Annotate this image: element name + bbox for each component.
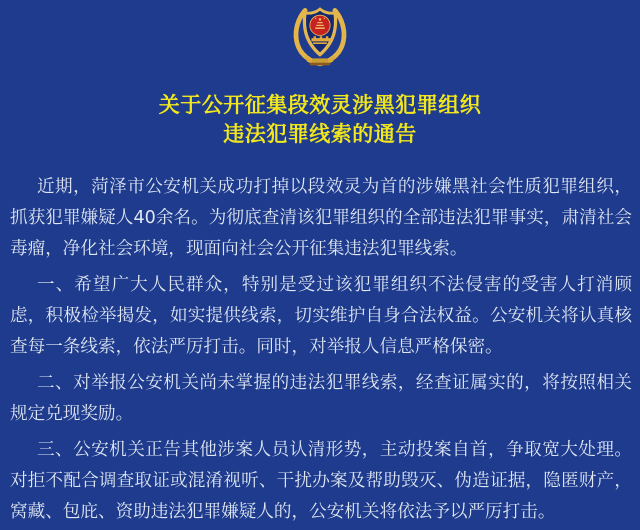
notice-body <box>10 172 632 528</box>
paragraph-item-3: 三、公安机关正告其他涉案人员认清形势，主动投案自首，争取宽大处理。对拒不配合调查取证或混淆视听、干扰办案及帮助毁灭、伪造证据，隐匿财产，窝藏、包庇、资助违法犯罪嫌疑人的，公安机关将依法予以严厉打击。 <box>10 440 632 522</box>
paragraph-item-2: 二、对举报公安机关尚未掌握的违法犯罪线索，经查证属实的，将按照相关规定兑现奖励。 <box>10 373 632 424</box>
notice-title-line2: 违法犯罪线索的通告 <box>223 122 417 146</box>
notice-title-line1: 关于公开征集段效灵涉黑犯罪组织 <box>158 93 482 117</box>
paragraph-intro: 近期，菏泽市公安机关成功打掉以段效灵为首的涉嫌黑社会性质犯罪组织，抓获犯罪嫌疑人40余名。为彻底查清该犯罪组织的全部违法犯罪事实，肃清社会毒瘤，净化社会环境，现面向社会公开征集违法犯罪线索。 <box>10 177 632 259</box>
notice-title <box>0 91 640 149</box>
paragraph-item-1: 一、希望广大人民群众，特别是受过该犯罪组织不法侵害的受害人打消顾虑，积极检举揭发，如实提供线索，切实维护自身合法权益。公安机关将认真核查每一条线索，依法严厉打击。同时，对举报人信息严格保密。 <box>10 275 632 357</box>
emblem-container <box>0 0 640 67</box>
police-badge-icon <box>288 5 352 67</box>
